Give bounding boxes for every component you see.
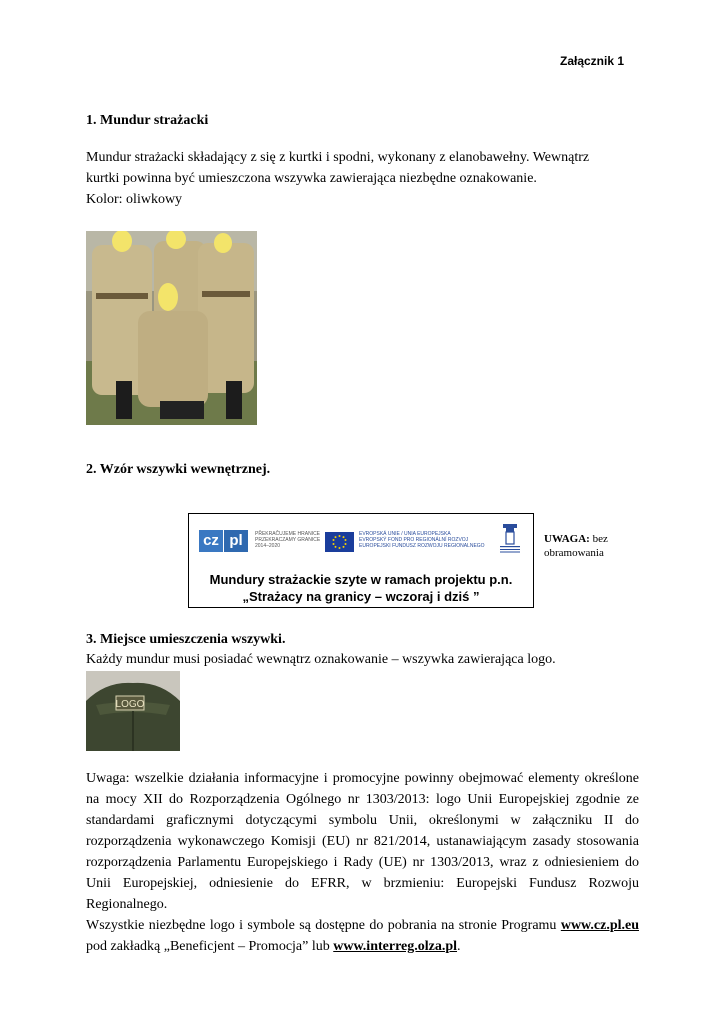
- footer-download-end: .: [457, 939, 461, 954]
- footer-download-text: Wszystkie niezbędne logo i symbole są dostępne do pobrania na stronie Programu: [86, 918, 561, 933]
- no-border-note: [544, 532, 634, 560]
- jacket-patch-photo: [86, 671, 180, 751]
- cz-pl-program-text: PŘEKRAČUJEME HRANICE PRZEKRACZAMY GRANICE 2014–2020: [255, 531, 321, 549]
- section1-line2: kurtki powinna być umieszczona wszywka zawierająca niezbędne oznakowanie.: [86, 171, 537, 186]
- patch-logo-text: LOGO: [115, 699, 145, 710]
- cz-logo-part: cz: [199, 530, 223, 552]
- cz-pl-logo: [199, 530, 249, 552]
- footer-download-mid: pod zakładką „Beneficjent – Promocja” lub: [86, 939, 334, 954]
- uniform-photo-image: [86, 231, 257, 425]
- patch-design: [188, 513, 534, 608]
- section1-line1: Mundur strażacki składający z się z kurtki i spodni, wykonany z elanobawełny. Wewnątrz: [86, 150, 590, 165]
- eu-fund-text: EVROPSKÁ UNIE / UNIA EUROPEJSKA EVROPSKÝ FOND PRO REGIONÁLNÍ ROZVOJ EUROPEJSKI FUNDUSZ ROZWOJU REGIONALNEGO: [359, 531, 485, 549]
- patch-title-line1: Mundury strażackie szyte w ramach projektu p.n.: [209, 572, 513, 587]
- footer-note: [86, 768, 639, 957]
- no-border-note-label: UWAGA:: [544, 533, 590, 545]
- patch-logos: [199, 528, 525, 554]
- interreg-olza-link[interactable]: www.interreg.olza.pl: [333, 939, 458, 954]
- patch-title-line2: „Strażacy na granicy – wczoraj i dziś ”: [242, 589, 480, 604]
- section1-text: [86, 147, 646, 210]
- euroregion-crest-icon: [497, 522, 523, 556]
- jacket-patch-image: [86, 671, 180, 751]
- section1-heading: 1. Mundur strażacki: [86, 113, 209, 128]
- pl-logo-part: pl: [224, 530, 248, 552]
- section3-heading: 3. Miejsce umieszczenia wszywki.: [86, 632, 286, 647]
- uniform-photo: [86, 231, 257, 425]
- attachment-label: Załącznik 1: [560, 54, 625, 68]
- section1-color: Kolor: oliwkowy: [86, 192, 183, 207]
- no-border-note-text: bez obramowania: [544, 533, 608, 559]
- section3-text: Każdy mundur musi posiadać wewnątrz oznakowanie – wszywka zawierająca logo.: [86, 652, 556, 667]
- cz-pl-eu-link[interactable]: www.cz.pl.eu: [560, 918, 639, 933]
- section2-heading: 2. Wzór wszywki wewnętrznej.: [86, 462, 271, 477]
- footer-paragraph: Uwaga: wszelkie działania informacyjne i promocyjne powinny obejmować elementy określone na mocy XII do Rozporządzenia Ogólnego nr 1303/2013: logo Unii Europejskiej zgodnie ze standardami graficznymi dotyczącymi symbolu Unii, określonymi w załączniku II do rozporządzenia wykonawczego Komisji (EU) nr 821/2014, ustanawiającym zasady stosowania rozporządzenia Parlamentu Europejskiego i Rady (UE) nr 1303/2013, wraz z odniesieniem do Unii Europejskiej, odniesienie do EFRR, w brzmieniu: Europejski Fundusz Rozwoju Regionalnego.: [86, 771, 639, 912]
- eu-flag-icon: [325, 532, 354, 552]
